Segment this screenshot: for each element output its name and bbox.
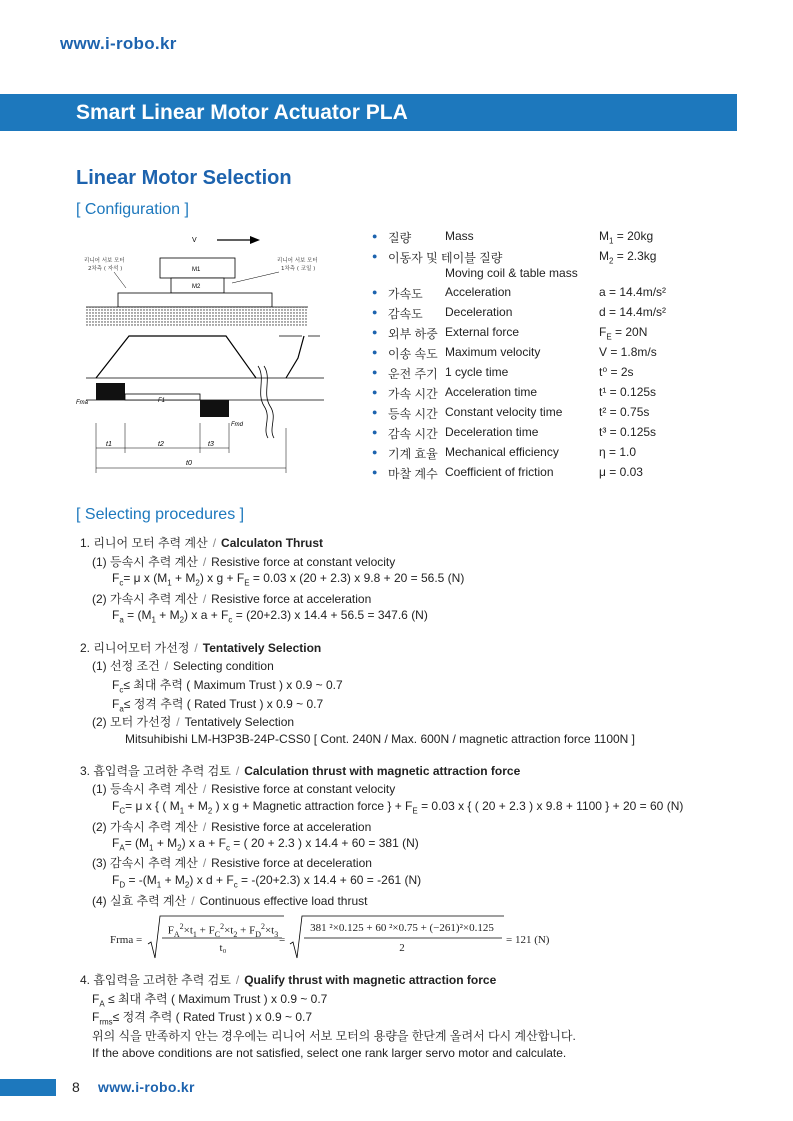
equals-sign: = [279,934,286,946]
fmd-bar [200,400,229,417]
formula-fa-magnetic-value: = ( 20 + 2.3 ) x 14.4 + 60 = 381 (N) [229,836,419,850]
velocity-profile [96,336,256,378]
page-title: Smart Linear Motor Actuator PLA [76,101,408,124]
configuration-diagram [74,228,344,478]
step-1-1-ko: (1) 등속시 추력 계산 [92,555,198,569]
selected-model: Mitsuhibishi LM-H3P3B-24P-CSS0 [ Cont. 240N / Max. 600N / magnetic attraction force 1100N ] [125,732,636,746]
step-2-1-ko: (1) 선정 조건 [92,659,160,673]
m2-label: M2 [192,284,201,290]
rms-denominator-value: 2 [399,942,405,954]
step-1-heading: 1. 리니어 모터 추력 계산 / Calculaton Thrust [80,536,324,550]
condition-fa: $F_a\le$ 정격 추력 ( Rated Trust ) x 0.9 ~ 0.7 [112,697,324,714]
spec-label-en: Acceleration [445,285,512,299]
spec-label-ko: 이동자 및 테이블 질량 [388,251,503,265]
spec-bullet: ● [372,367,378,377]
step-2-ko: 2. 리니어모터 가선정 [80,641,190,655]
formula-fa-value: = (20+2.3) x 14.4 + 56.5 = 347.6 (N) [232,608,428,622]
condition-fa-text: ≤ 정격 추력 ( Rated Trust ) x 0.9 ~ 0.7 [123,697,324,711]
spec-label-en: External force [445,325,520,339]
spec-value: V = 1.8m/s [599,345,657,359]
spec-bullet: ● [372,387,378,397]
formula-fc-value: = 0.03 x (20 + 2.3) x 9.8 + 20 = 56.5 (N) [249,571,465,585]
spec-bullet: ● [372,447,378,457]
step-3-1-ko: (1) 등속시 추력 계산 [92,782,198,796]
frma-label: Frma = [110,934,143,946]
spec-label-ko: 기계 효율 [388,447,438,461]
step-3-1-en: Resistive force at constant velocity [211,782,396,796]
fmd-label: Fmd [231,422,243,428]
step-2-1: (1) 선정 조건 / Selecting condition [92,659,274,673]
step-3-en: Calculation thrust with magnetic attraction force [244,764,521,778]
magnet-plate [118,293,272,307]
spec-label-ko: 마찰 계수 [388,467,438,481]
condition-fa-final-text: ≤ 최대 추력 ( Maximum Trust ) x 0.9 ~ 0.7 [104,992,328,1006]
step-3-ko: 3. 흡입력을 고려한 추력 검토 [80,764,231,778]
step-3-3: (3) 감속시 추력 계산 / Resistive force at deceleration [92,856,372,870]
base-ground [86,307,308,327]
spec-bullet: ● [372,427,378,437]
leader-line-right [232,272,279,283]
spec-value: $F_E = 20N$ [599,325,648,342]
t0-label: t0 [186,460,192,467]
spec-value: $M_1 = 20kg$ [599,229,654,246]
spec-value: a = 14.4m/s² [599,285,667,299]
spec-label-ko: 등속 시간 [388,407,438,421]
spec-label-en: Maximum velocity [445,345,541,359]
spec-label-en: Constant velocity time [445,405,563,419]
break-mark-1 [258,366,268,438]
spec-label-en: Acceleration time [445,385,538,399]
spec-label-ko: 이송 속도 [388,347,438,361]
step-3-1: (1) 등속시 추력 계산 / Resistive force at constant velocity [92,782,396,796]
spec-bullet: ● [372,307,378,317]
spec-label-en: Deceleration time [445,425,539,439]
spec-label-en: Mass [445,229,474,243]
step-3-2: (2) 가속시 추력 계산 / Resistive force at acceleration [92,820,372,834]
break-mark-2 [264,366,274,438]
step-3-3-ko: (3) 감속시 추력 계산 [92,856,198,870]
footer-site-url[interactable]: www.i-robo.kr [98,1079,195,1095]
spec-label-en: Coefficient of friction [445,465,554,479]
spec-label-ko: 운전 주기 [388,367,438,381]
step-4-en: Qualify thrust with magnetic attraction force [244,973,497,987]
step-3-4: (4) 실효 추력 계산 / Continuous effective load thrust [92,894,368,908]
step-1-1: (1) 등속시 추력 계산 / Resistive force at constant velocity [92,555,396,569]
step-3-3-en: Resistive force at deceleration [211,856,372,870]
spec-value: t³ = 0.125s [599,425,657,439]
next-cycle-profile [286,336,304,378]
procedures-heading: [ Selecting procedures ] [76,506,245,523]
t1-label: t1 [106,441,112,448]
rms-numerator-values: 381 ²×0.125 + 60 ²×0.75 + (−261)²×0.125 [310,922,494,934]
spec-bullet: ● [372,287,378,297]
step-3-2-ko: (2) 가속시 추력 계산 [92,820,198,834]
footer-bar [0,1079,56,1096]
spec-bullet: ● [372,347,378,357]
configuration-heading: [ Configuration ] [76,201,189,218]
spec-value: μ = 0.03 [599,465,643,479]
secondary-label-1: 리니어 서보 모터 [84,258,125,264]
step-1-2: (2) 가속시 추력 계산 / Resistive force at acceleration [92,592,372,606]
condition-frms-text: ≤ 정격 추력 ( Rated Trust ) x 0.9 ~ 0.7 [112,1010,313,1024]
spec-value: η = 1.0 [599,445,637,459]
spec-label-en: 1 cycle time [445,365,509,379]
formula-fc-magnetic-value: = 0.03 x { ( 20 + 2.3 ) x 9.8 + 1100 } + 20 = 60 (N) [417,799,684,813]
step-1-2-en: Resistive force at acceleration [211,592,372,606]
fma-bar [96,383,125,400]
formula-fd-value: = -(20+2.3) x 14.4 + 60 = -261 (N) [237,873,422,887]
note-en: If the above conditions are not satisfied, select one rank larger servo motor and calculate. [92,1046,567,1060]
spec-label-ko: 질량 [388,231,412,245]
formula-fa-magnetic: $F_A= (M_1 + M_2)$ x $a + F_c$ = ( 20 + 2.3 ) x 14.4 + 60 = 381 (N) [112,836,419,853]
spec-label-ko: 감속도 [388,307,423,321]
formula-fc-magnetic: $F_C= \mu$ x { ( $M_1 + M_2$ ) x g + Magnetic attraction force } + $F_E = 0.03$ x { ( 20 + 2.3 ) x 9.8 + 1100 } + 20 = 60 (N) [112,799,684,816]
primary-label-2: 1차측 ( 코일 ) [281,266,316,272]
condition-frms: $F_{rms}\le$ 정격 추력 ( Rated Trust ) x 0.9 ~ 0.7 [92,1010,313,1027]
step-4-ko: 4. 흡입력을 고려한 추력 검토 [80,973,231,987]
fma-label: Fma [76,400,88,406]
t3-label: t3 [208,441,214,448]
spec-value: t⁰ = 2s [599,365,634,379]
primary-label-1: 리니어 서보 모터 [277,258,318,264]
leader-line-left [114,272,126,288]
condition-fc-text: ≤ 최대 추력 ( Maximum Trust ) x 0.9 ~ 0.7 [123,678,343,692]
site-url[interactable]: www.i-robo.kr [60,34,177,53]
arrow-head [250,236,260,244]
note-ko: 위의 식을 만족하지 안는 경우에는 리니어 서보 모터의 용량을 한단계 올려서 다시 계산합니다. [92,1029,576,1043]
step-2-2-ko: (2) 모터 가선정 [92,715,172,729]
spec-value: t² = 0.75s [599,405,650,419]
secondary-label-2: 2차측 ( 자석 ) [88,266,123,272]
section-title: Linear Motor Selection [76,167,292,189]
spec-label-ko: 가속 시간 [388,387,438,401]
formula-fc: $F_c= \mu$ x $(M_1 + M_2)$ x $g + F_E = 0.03$ x (20 + 2.3) x 9.8 + 20 = 56.5 (N) [112,571,465,588]
step-3-4-en: Continuous effective load thrust [199,894,368,908]
step-3-4-ko: (4) 실효 추력 계산 [92,894,187,908]
spec-label-en: Mechanical efficiency [445,445,559,459]
spec-bullet: ● [372,407,378,417]
spec-label-ko: 가속도 [388,287,423,301]
spec-bullet: ● [372,327,378,337]
spec-bullet: ● [372,231,378,241]
step-1-2-ko: (2) 가속시 추력 계산 [92,592,198,606]
title-banner [0,94,737,131]
step-2-1-en: Selecting condition [173,659,274,673]
rms-result: = 121 (N) [506,934,550,946]
step-2-2-en: Tentatively Selection [184,715,295,729]
step-4-heading: 4. 흡입력을 고려한 추력 검토 / Qualify thrust with magnetic attraction force [80,973,497,987]
spec-label-en: Deceleration [445,305,513,319]
step-3-2-en: Resistive force at acceleration [211,820,372,834]
formula-fa: $F_a = (M_1 + M_2)$ x $a + F_c = (20+2.3)$ x 14.4 + 56.5 = 347.6 (N) [112,608,428,625]
spec-label-ko: 외부 하중 [388,327,438,341]
condition-fc: $F_c\le$ 최대 추력 ( Maximum Trust ) x 0.9 ~ 0.7 [112,678,343,695]
step-2-en: Tentatively Selection [202,641,322,655]
f1-label: F1 [158,398,166,404]
spec-value: t¹ = 0.125s [599,385,657,399]
page-number: 8 [72,1079,80,1095]
rms-numerator: $F_A^2\times t_1 + F_C^2\times t_2 + F_D^2\times t_3$ [167,922,279,939]
spec-value: $M_2 = 2.3kg$ [599,249,657,266]
spec-list [372,229,672,489]
rms-denominator: t₀ [219,942,227,954]
condition-fa-final: $F_A$ ≤ 최대 추력 ( Maximum Trust ) x 0.9 ~ 0.7 [92,992,328,1009]
spec-value: d = 14.4m/s² [599,305,667,319]
formula-fd: $F_D = -(M_1 + M_2)$ x $d + F_c = -(20+2.3)$ x 14.4 + 60 = -261 (N) [112,873,422,890]
step-1-ko: 1. 리니어 모터 추력 계산 [80,536,208,550]
step-2-2: (2) 모터 가선정 / Tentatively Selection [92,715,295,729]
spec-bullet: ● [372,251,378,261]
step-2-heading: 2. 리니어모터 가선정 / Tentatively Selection [80,641,322,655]
t2-label: t2 [158,441,164,448]
v-label: V [192,237,197,244]
spec-bullet: ● [372,467,378,477]
spec-label-ko: 감속 시간 [388,427,438,441]
step-1-1-en: Resistive force at constant velocity [211,555,396,569]
step-1-en: Calculaton Thrust [221,536,324,550]
spec-label-en-2: Moving coil & table mass [445,266,578,280]
m1-label: M1 [192,267,201,273]
step-3-heading: 3. 흡입력을 고려한 추력 검토 / Calculation thrust with magnetic attraction force [80,764,521,778]
